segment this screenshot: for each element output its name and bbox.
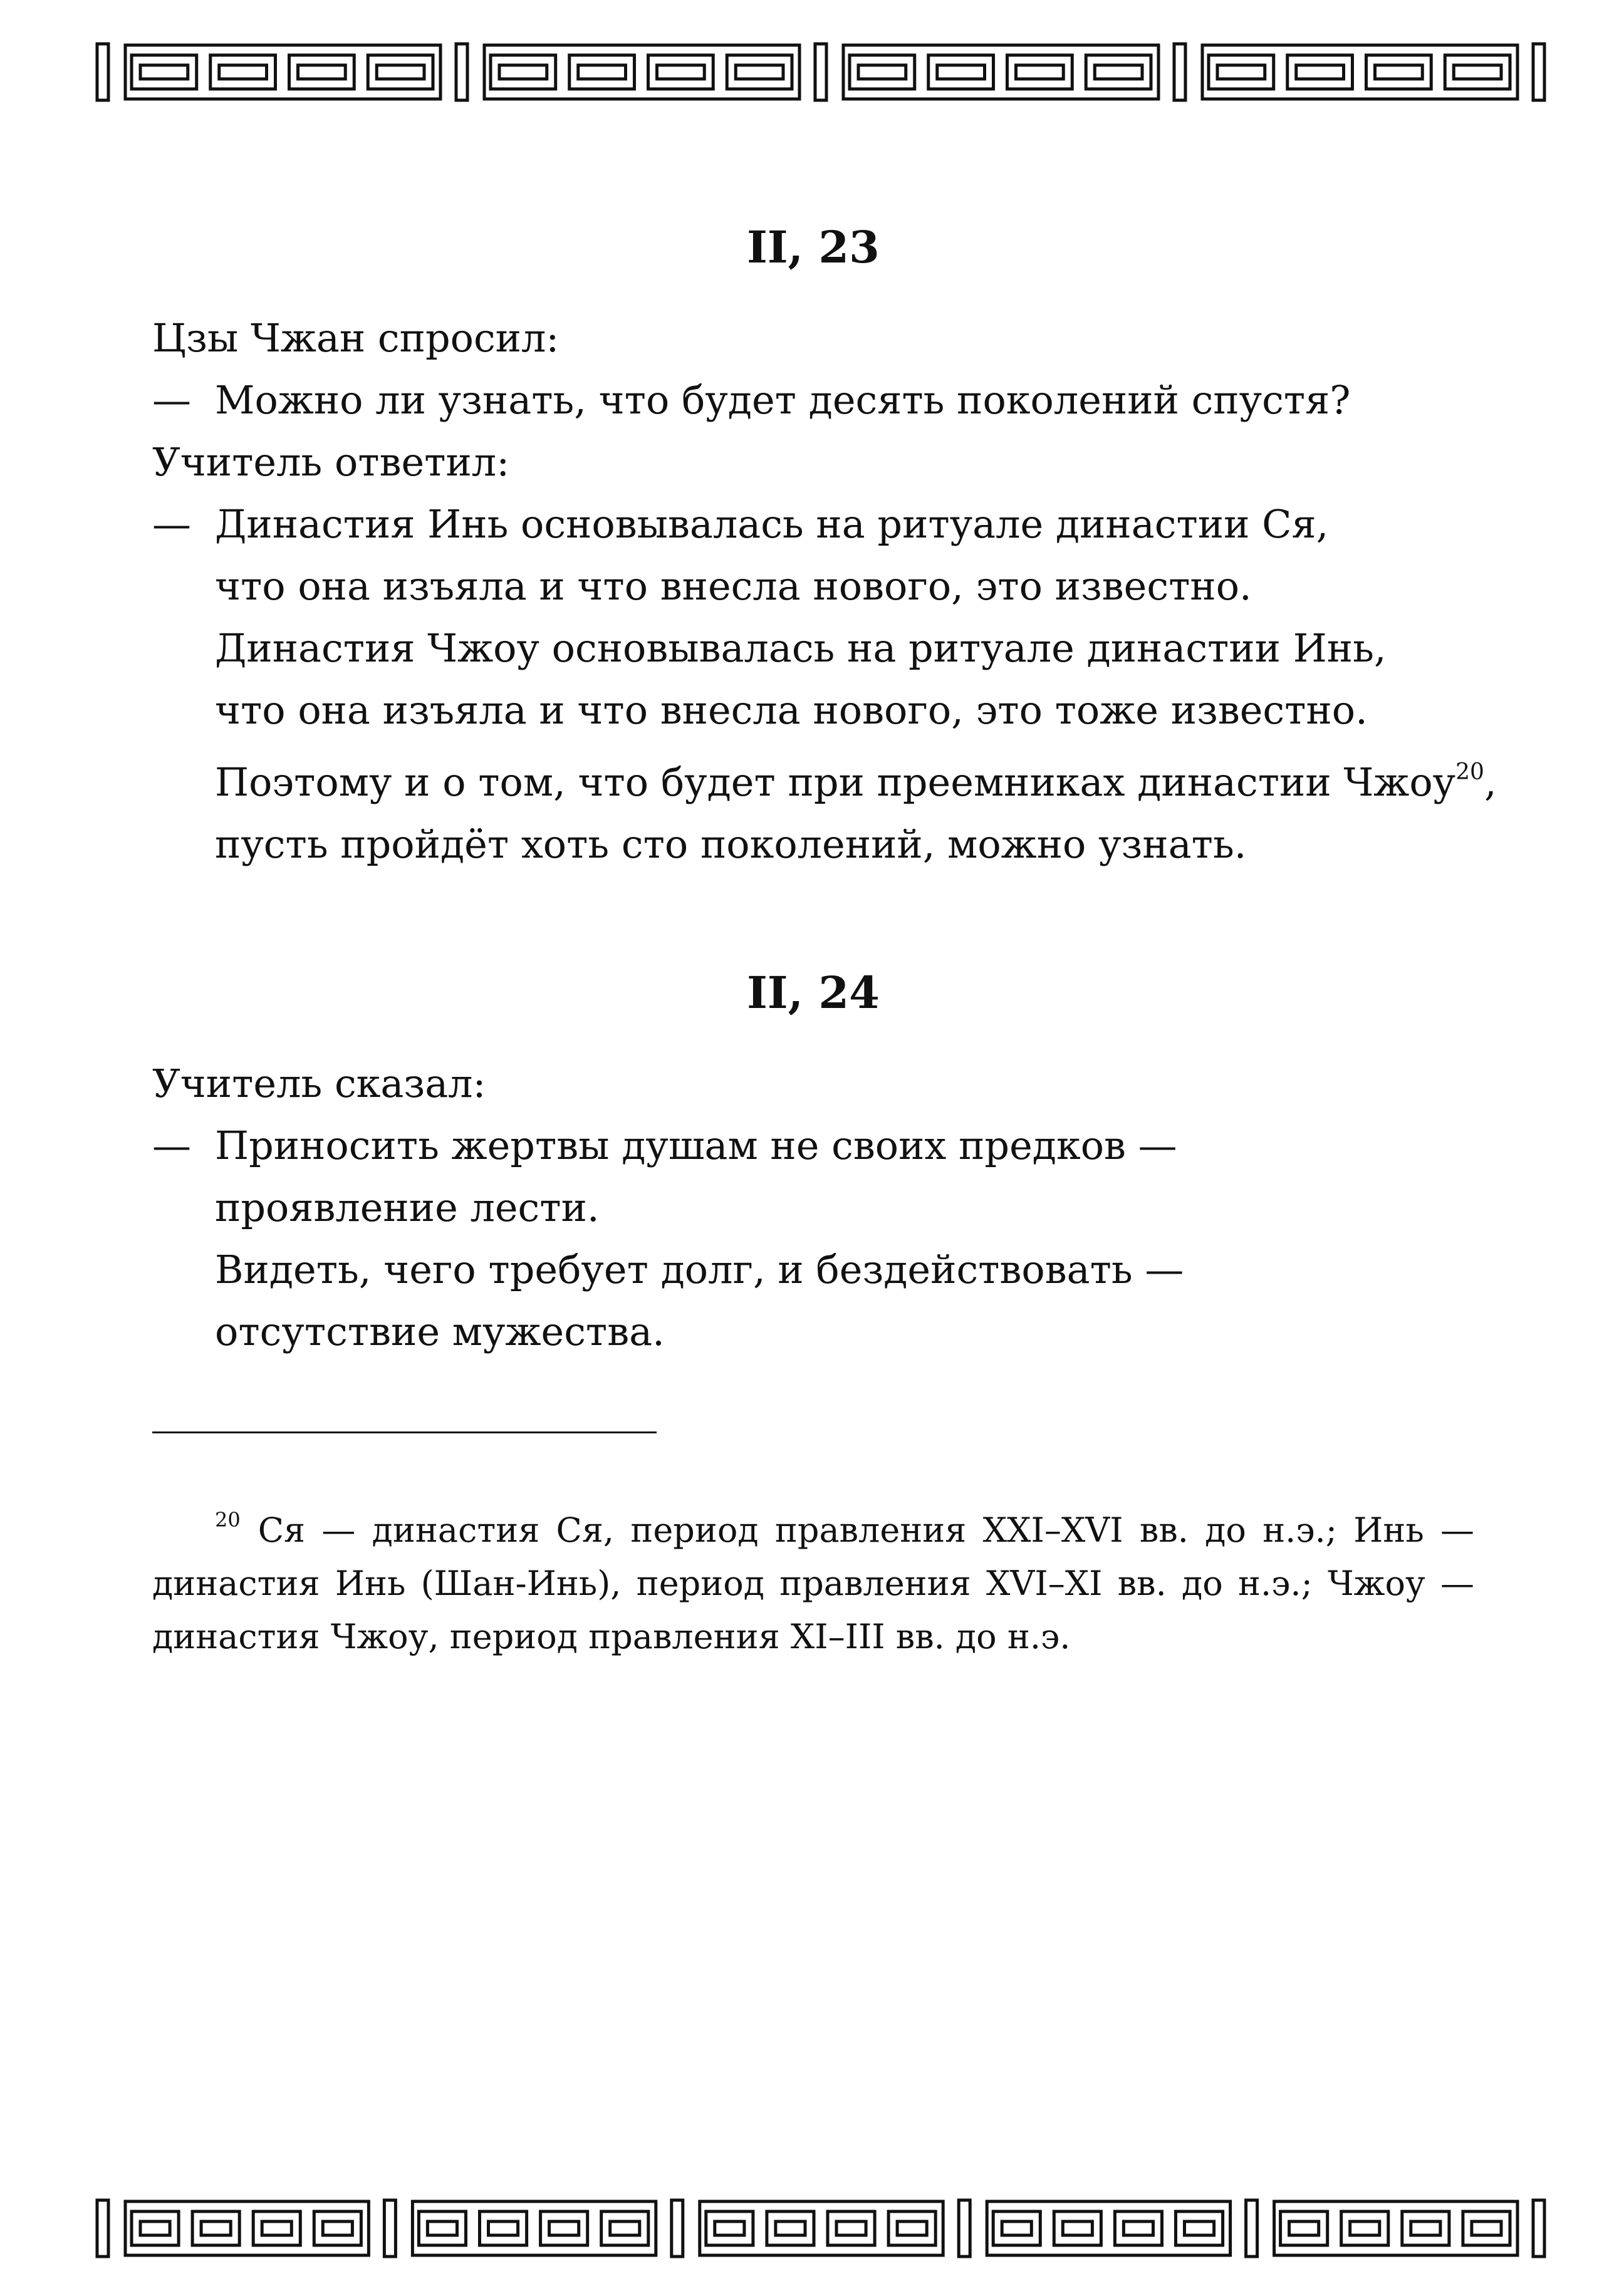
ornament-shape (484, 45, 799, 99)
indented-line (152, 1177, 1474, 1239)
ornament-shape (937, 65, 985, 79)
ornament-shape (736, 65, 783, 79)
ornament-shape (97, 2200, 108, 2257)
line-text: что она изъяла и что внесла нового, это тоже известно. (215, 687, 1368, 733)
line-text: Учитель сказал: (152, 1061, 486, 1106)
line-text: Династия Чжоу основывалась на ритуале династии Инь, (215, 625, 1387, 671)
ornament-shape (1350, 2221, 1380, 2235)
ornament-shape (987, 2201, 1230, 2255)
line-text: отсутствие мужества. (215, 1309, 665, 1354)
ornament-shape (601, 2211, 648, 2245)
ornament-shape (610, 2221, 640, 2235)
dash: — (152, 377, 191, 423)
ornament-shape (993, 2211, 1040, 2245)
ornament-shape (1533, 2200, 1544, 2257)
ornament-shape (897, 2221, 927, 2235)
ornament-shape (1472, 2221, 1501, 2235)
ornament-shape (836, 2221, 866, 2235)
ornament-shape (1274, 2201, 1517, 2255)
ornament-shape (480, 2211, 527, 2245)
ornament-shape (1016, 65, 1064, 79)
line-text: Цзы Чжан спросил: (152, 315, 560, 361)
ornament-shape (1375, 65, 1423, 79)
section-text-24 (152, 1052, 1474, 1363)
ornament-shape (1454, 65, 1501, 79)
section-heading-23: II, 23 (747, 221, 880, 273)
line-text: Поэтому и о том, что будет при преемниках династии Чжоу (215, 759, 1456, 805)
line-text: что она изъяла и что внесла нового, это известно. (215, 563, 1252, 609)
ornament-shape (1341, 2211, 1388, 2245)
ornament-shape (541, 2211, 588, 2245)
footnote-divider (152, 1431, 657, 1433)
ornament-shape (843, 45, 1158, 99)
ornament-shape (456, 44, 467, 100)
line-text: , (1484, 759, 1497, 805)
ornament-shape (419, 2211, 466, 2245)
indented-line (152, 617, 1474, 679)
indented-line (152, 679, 1474, 741)
ornament-shape (1002, 2221, 1031, 2235)
ornament-shape (1115, 2211, 1162, 2245)
footnote-number: 20 (215, 1508, 241, 1532)
text-line (152, 1052, 1474, 1114)
indented-line (152, 1239, 1474, 1301)
footnote-text: Ся — династия Ся, период правления XXI–XVI вв. до н.э.; Инь — династия Инь (Шан-Инь), период правления XVI–XI вв. до н.э.; Чжоу — династия Чжоу, период правления XI–III вв. до н.э. (152, 1510, 1474, 1656)
indented-line (152, 741, 1497, 813)
ornament-shape (314, 2211, 361, 2245)
indented-line (152, 555, 1474, 617)
ornament-shape (888, 2211, 935, 2245)
ornament-shape (323, 2221, 352, 2235)
ornament-shape (1533, 44, 1544, 100)
ornament-shape (657, 65, 705, 79)
ornament-shape (427, 2221, 457, 2235)
ornament-shape (499, 65, 547, 79)
ornament-shape (959, 2200, 970, 2257)
ornament-shape (715, 2221, 744, 2235)
ornament-shape (1054, 2211, 1101, 2245)
ornament-shape (1174, 44, 1185, 100)
ornament-shape (858, 65, 906, 79)
section-text-23 (152, 307, 1497, 875)
ornament-shape (1123, 2221, 1153, 2235)
ornament-shape (1185, 2221, 1214, 2235)
greek-key-ornament (0, 2194, 1624, 2263)
dash: — (152, 501, 191, 547)
text-line (152, 431, 1474, 493)
line-text: Династия Инь основывалась на ритуале династии Ся, (215, 501, 1329, 547)
ornament-shape (1402, 2211, 1449, 2245)
ornament-shape (1463, 2211, 1510, 2245)
indented-line (152, 1301, 1474, 1363)
ornament-shape (489, 2221, 518, 2235)
ornament-shape (1296, 65, 1344, 79)
ornament-shape (384, 2200, 395, 2257)
top-greek-key-border (0, 38, 1624, 106)
ornament-shape (828, 2211, 875, 2245)
ornament-shape (298, 65, 346, 79)
line-text: Приносить жертвы душам не своих предков — (215, 1123, 1177, 1168)
ornament-shape (1246, 2200, 1257, 2257)
line-text: Видеть, чего требует долг, и бездействовать — (215, 1247, 1184, 1292)
dialogue-line (152, 369, 1474, 431)
ornament-shape (815, 44, 826, 100)
ornament-shape (262, 2221, 291, 2235)
ornament-shape (578, 65, 626, 79)
ornament-shape (1217, 65, 1265, 79)
ornament-shape (672, 2200, 683, 2257)
ornament-shape (767, 2211, 814, 2245)
ornament-shape (1095, 65, 1142, 79)
ornament-shape (412, 2201, 655, 2255)
line-text: проявление лести. (215, 1185, 600, 1230)
ornament-shape (377, 65, 424, 79)
line-text: пусть пройдёт хоть сто поколений, можно узнать. (215, 821, 1247, 867)
ornament-shape (140, 2221, 170, 2235)
ornament-shape (1202, 45, 1517, 99)
ornament-shape (125, 2201, 368, 2255)
footnote (152, 1493, 1474, 1663)
footnote-reference[interactable]: 20 (1455, 759, 1484, 785)
ornament-shape (1411, 2221, 1440, 2235)
dash: — (152, 1123, 191, 1168)
dialogue-line (152, 493, 1474, 555)
ornament-shape (201, 2221, 231, 2235)
ornament-shape (140, 65, 188, 79)
ornament-shape (1176, 2211, 1223, 2245)
section-heading-24: II, 24 (747, 967, 880, 1019)
ornament-shape (125, 45, 440, 99)
ornament-shape (132, 2211, 179, 2245)
line-text: Учитель ответил: (152, 439, 510, 485)
indented-line (152, 813, 1474, 875)
ornament-shape (700, 2201, 943, 2255)
ornament-shape (1281, 2211, 1328, 2245)
ornament-shape (549, 2221, 579, 2235)
ornament-shape (776, 2221, 805, 2235)
ornament-shape (253, 2211, 300, 2245)
dialogue-line (152, 1114, 1474, 1177)
ornament-shape (219, 65, 267, 79)
line-text: Можно ли узнать, что будет десять поколений спустя? (215, 377, 1351, 423)
ornament-shape (1063, 2221, 1092, 2235)
ornament-shape (97, 44, 108, 100)
ornament-shape (706, 2211, 753, 2245)
bottom-greek-key-border (0, 2194, 1624, 2263)
text-line (152, 307, 1474, 369)
greek-key-ornament (0, 38, 1624, 106)
ornament-shape (192, 2211, 239, 2245)
ornament-shape (1289, 2221, 1319, 2235)
